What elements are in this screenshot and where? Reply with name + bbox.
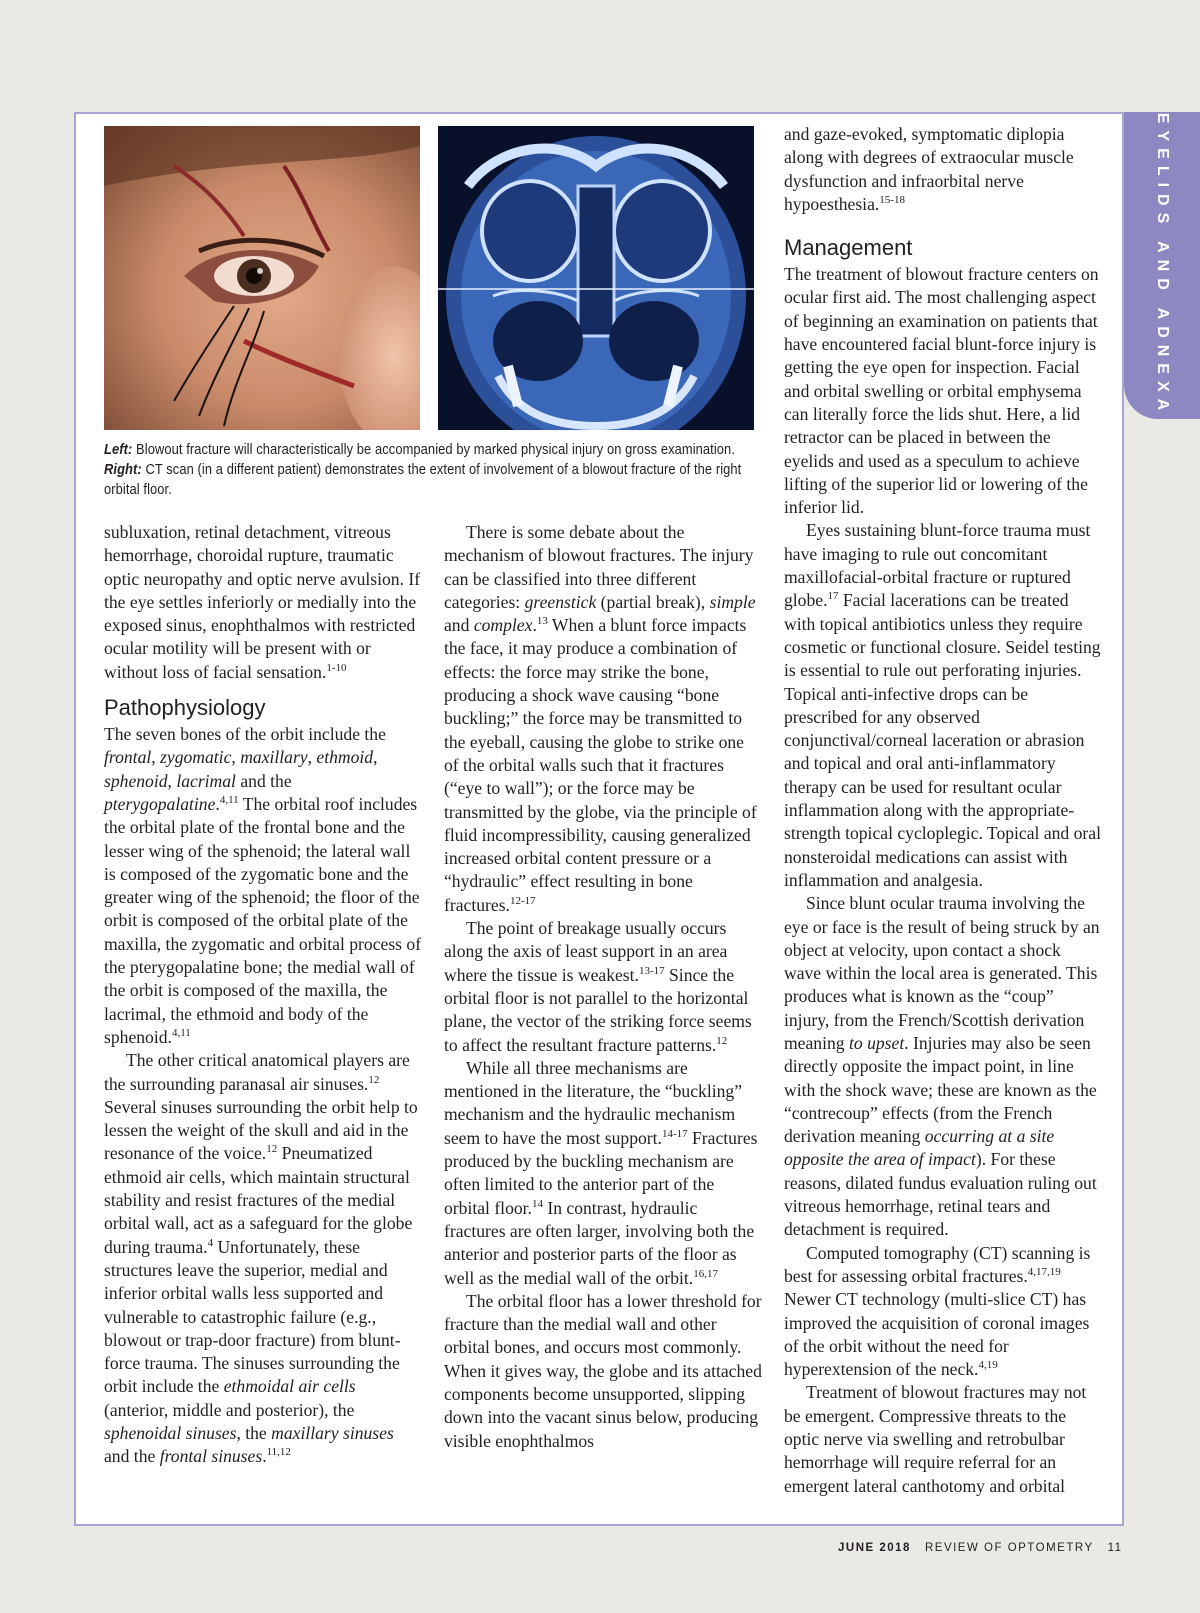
page-footer: [838, 1542, 1123, 1554]
caption-left-text: Blowout fracture will characteristically be accompanied by marked physical injury on gross examination.: [132, 441, 735, 458]
section-heading-pathophysiology: Pathophysiology: [104, 695, 266, 721]
paragraph: The seven bones of the orbit include the frontal, zygomatic, maxillary, ethmoid, sphenoid, lacrimal and the pterygopalatine.$^{4,11}$ The orbital roof includes the orbital plate of the frontal bone and the lesser wing of the sphenoid; the lateral wall is composed of the zygomatic bone and the greater wing of the sphenoid; the floor of the orbit is composed of the orbital plate of the maxilla, the zygomatic and orbital process of the pterygopalatine bone; the medial wall of the orbit is composed of the maxilla, the lacrimal, the ethmoid and body of the sphenoid.$^{4,11}$: [104, 724, 422, 1047]
paragraph: subluxation, retinal detachment, vitreous hemorrhage, choroidal rupture, traumatic optic neuropathy and optic nerve avulsion. If the eye settles inferiorly or medially into the exposed sinus, enophthalmos with restricted ocular motility will be present with or without loss of facial sensation.$^{1-10}$: [104, 522, 421, 682]
paragraph: The other critical anatomical players are the surrounding paranasal air sinuses.$^{12}$ Several sinuses surrounding the orbit help to lessen the weight of the skull and aid in the resonance of the voice.$^{12}$ Pneumatized ethmoid air cells, which maintain structural stability and resist fractures of the medial orbital wall, act as a safeguard for the globe during trauma.$^4$ Unfortunately, these structures leave the superior, medial and inferior orbital walls less supported and vulnerable to catastrophic failure (e.g., blowout or trap-door fracture) from blunt-force trauma. The sinuses surrounding the orbit include the ethmoidal air cells (anterior, middle and posterior), the sphenoidal sinuses, the maxillary sinuses and the frontal sinuses.$^{11,12}$: [104, 1050, 418, 1467]
paragraph: and gaze-evoked, symptomatic diplopia along with degrees of extraocular muscle dysfunction and infraorbital nerve hypoesthesia.$^{15-18}$: [784, 124, 1074, 214]
figure-caption: [104, 440, 742, 500]
caption-right-label: Right:: [104, 461, 142, 478]
column-3: [784, 123, 1102, 1498]
caption-right-text: CT scan (in a different patient) demonstrates the extent of involvement of a blowout fracture of the right orbital floor.: [104, 461, 742, 498]
column-1: [104, 521, 422, 1469]
section-tab-label: EYELIDS AND ADNEXA: [1154, 112, 1171, 418]
footer-page-number: 11: [1107, 1542, 1123, 1554]
footer-issue-date: JUNE 2018: [838, 1542, 911, 1554]
paragraph: There is some debate about the mechanism of blowout fractures. The injury can be classified into three different categories: greenstick (partial break), simple and complex.$^{13}$ When a blunt force impacts the face, it may produce a combination of effects: the force may strike the bone, producing a shock wave causing “bone buckling;” the force may be transmitted to the eyeball, causing the globe to strike one of the orbital walls such that it fractures (“eye to wall”); or the force may be transmitted by the globe, via the principle of fluid incompressibility, causing generalized increased orbital content pressure or a “hydraulic” effect resulting in bone fractures.$^{12-17}$: [444, 522, 757, 915]
paragraph: The point of breakage usually occurs along the axis of least support in an area where the tissue is weakest.$^{13-17}$ Since the orbital floor is not parallel to the horizontal plane, the vector of the striking force seems to affect the resultant fracture patterns.$^{12}$: [444, 918, 752, 1055]
caption-left-label: Left:: [104, 441, 133, 458]
column-2: [444, 521, 762, 1453]
paragraph: The treatment of blowout fracture centers on ocular first aid. The most challenging aspect of beginning an examination on patients that have encountered facial blunt-force injury is getting the eye open for inspection. Facial and orbital swelling or orbital emphysema can literally force the lids shut. Here, a lid retractor can be placed in between the eyelids and used as a speculum to achieve lifting of the superior lid or lowering of the inferior lid.: [784, 264, 1099, 518]
paragraph: Treatment of blowout fractures may not be emergent. Compressive threats to the optic nerve via swelling and retrobulbar hemorrhage will require referral for an emergent lateral canthotomy and orbital: [784, 1382, 1087, 1496]
paragraph: Since blunt ocular trauma involving the eye or face is the result of being struck by an object at velocity, upon contact a shock wave within the local area is generated. This produces what is known as the “coup” injury, from the French/Scottish derivation meaning to upset. Injuries may also be seen directly opposite the impact point, in line with the shock wave; these are known as the “contrecoup” effects (from the French derivation meaning occurring at a site opposite the area of impact). For these reasons, dilated fundus evaluation ruling out vitreous hemorrhage, retinal tears and detachment is required.: [784, 893, 1100, 1240]
paragraph: While all three mechanisms are mentioned in the literature, the “buckling” mechanism and the hydraulic mechanism seem to have the most support.$^{14-17}$ Fractures produced by the buckling mechanism are often limited to the anterior part of the orbital floor.$^{14}$ In contrast, hydraulic fractures are often larger, involving both the anterior and posterior parts of the floor as well as the medial wall of the orbit.$^{16,17}$: [444, 1057, 758, 1288]
paragraph: Computed tomography (CT) scanning is best for assessing orbital fractures.$^{4,17,19}$ Newer CT technology (multi-slice CT) has improved the acquisition of coronal images of the orbit without the need for hyperextension of the neck.$^{4,19}$: [784, 1242, 1091, 1380]
ct-scan-image: [438, 126, 754, 430]
injury-photo: [104, 126, 420, 430]
footer-journal-name: REVIEW OF OPTOMETRY: [924, 1542, 1094, 1554]
paragraph: The orbital floor has a lower threshold for fracture than the medial wall and other orbital bones, and occurs most commonly. When it gives way, the globe and its attached components become unsupported, slipping down into the vacant sinus below, producing visible enophthalmos: [444, 1290, 762, 1451]
section-heading-management: Management: [784, 235, 913, 261]
paragraph: Eyes sustaining blunt-force trauma must have imaging to rule out concomitant maxillofacial-orbital fracture or ruptured globe.$^{17}$ Facial lacerations can be treated with topical antibiotics unless they require cosmetic or functional closure. Seidel testing is essential to rule out perforating injuries. Topical anti-infective drops can be prescribed for any observed conjunctival/corneal laceration or abrasion and topical and oral anti-inflammatory therapy can be used for resultant ocular inflammation along with the appropriate-strength topical cycloplegic. Topical and oral nonsteroidal medications can assist with inflammation and analgesia.: [784, 520, 1101, 890]
